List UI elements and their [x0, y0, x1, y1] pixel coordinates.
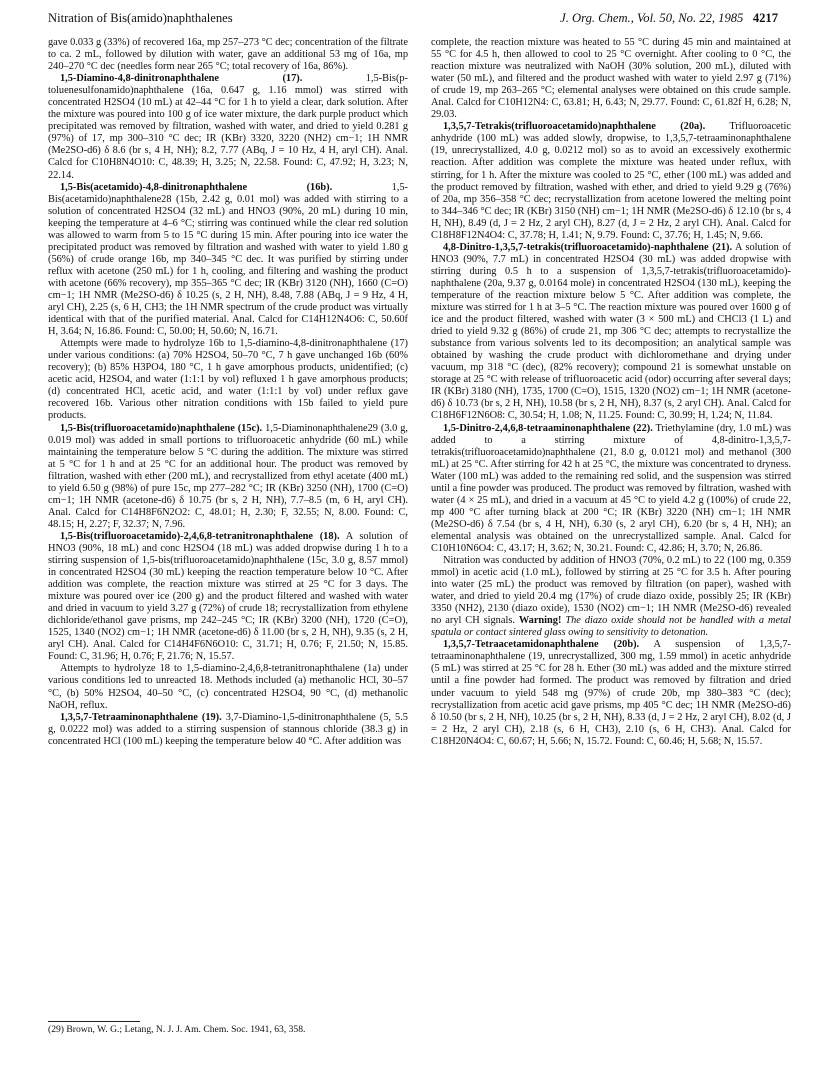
paragraph-text: A solution of HNO3 (90%, 7.7 mL) in concentrated H2SO4 (30 mL) was added dropwise with stirring during 0.5 h to a suspension of 1,3,5,7-tetrakis(trifluoroacetamido)-naphthalene (20a, 9.37 g, 0.0164 mole) in concentrated H2SO4 (130 mL), keeping the temperature of the reaction mixture below 5 °C. After addition was complete, the mixture was stirred for 1 h at 3–5 °C. The reaction mixture was poured over 1600 g of ice and the product filtered, washed with water (3 × 500 mL) and CHCl3 (1 L) and dried to yield 9.32 g (86%) of crude 21, mp 306 °C dec; attempts to recrystallize the substance from various solvents led to its decomposition; an analytical sample was obtained by washing the crude product with dichloromethane and drying under vacuum, mp 318 °C (dec), (82% recovery); compound 21 is somewhat unstable on storage at 25 °C with release of trifluoroacetic acid (odor) occurring after several days; IR (KBr) 3180 (NH), 1735, 1700 (C=O), 1515, 1320 (NO2) cm−1; 1H NMR (acetone-d6) δ 10.73 (br s, 2 H, NH), 10.58 (br s, 2 H, NH), 8.37 (s, 2 aryl CH). Anal. Calcd for C18H6F12N6O8: C, 30.54; H, 1.08; N, 11.25. Found: C, 30.99; H, 1.24; N, 11.84. [431, 241, 791, 422]
paragraph-text: A suspension of 1,3,5,7-tetraaminonaphthalene (19, unrecrystallized, 300 mg, 1.59 mmol) in acetic anhydride (5 mL) was stirred at 25 °C for 28 h. Ether (30 mL) was added and the mixture stirred until a fine powder had formed. The product was removed by filtration and dried under vacuum to yield 548 mg (97%) of crude 20b, mp 380–383 °C (dec); recrystallization from acetic acid gave prisms, mp 405 °C dec; 1H NMR (Me2SO-d6) δ 10.50 (br s, 2 H, NH), 10.25 (br s, 2 H, NH), 8.33 (d, J = 2 Hz, 2 aryl CH), 8.02 (d, J = 2 Hz, 2 aryl CH), 2.18 (s, 6 H, CH3), 2.10 (s, 6 H, CH3). Anal. Calcd for C18H20N4O4: C, 60.67; H, 5.66; N, 15.72. Found: C, 60.46; H, 5.68; N, 15.57. [431, 639, 791, 747]
paragraph [431, 121, 791, 241]
section-heading: 1,5-Dinitro-2,4,6,8-tetraaminonaphthalene (22). [443, 422, 653, 434]
paragraph-text: 1,5-Bis(p-toluenesulfonamido)naphthalene (16a, 0.647 g, 1.16 mmol) was stirred with concentrated H2SO4 (10 mL) at 42–44 °C for 1 h to yield a clear, dark solution. After the mixture was poured into 100 g of ice water mixture, the dark purple product which precipitated was removed by filtration, washed with water, and dried to yield 0.281 g (97%) of 17, mp 300–310 °C dec; IR (KBr) 3320, 3220 (NH2) cm−1; 1H NMR (Me2SO-d6) δ 8.6 (br s, 4 H, NH); 8.2, 7.77 (ABq, J = 10 Hz, 4 H, aryl CH). Anal. Calcd for C10H8N4O10: C, 48.39; H, 3.25; N, 22.58. Found: C, 47.92; H, 3.23; N, 22.14. [48, 73, 408, 181]
paragraph [48, 182, 408, 339]
warning-label: Warning! [518, 615, 562, 627]
paragraph-text: 3,7-Diamino-1,5-dinitronaphthalene (5, 5.5 g, 0.0222 mol) was added to a stirring suspension of stannous chloride (38.3 g) in concentrated HCl (100 mL) keeping the temperature below 40 °C. After addition was [48, 711, 408, 747]
section-heading: 1,5-Bis(trifluoroacetamido)-2,4,6,8-tetranitronaphthalene (18). [60, 530, 340, 542]
section-heading: 1,3,5,7-Tetraacetamidonaphthalene (20b). [443, 639, 640, 651]
footnote: (29) Brown, W. G.; Letang, N. J. J. Am. Chem. Soc. 1941, 63, 358. [48, 1024, 306, 1035]
running-title: Nitration of Bis(amido)naphthalenes [48, 11, 233, 25]
section-heading: 1,5-Bis(acetamido)-4,8-dinitronaphthalene (16b). [60, 181, 333, 193]
paragraph-text: 1,5-Diaminonaphthalene29 (3.0 g, 0.019 mol) was added in small portions to trifluoroacetic anhydride (60 mL) while maintaining the temperature below 5 °C during the addition. The mixture was stirred at 5 °C for 1 h and at 25 °C for an additional hour. The product was removed by filtration, washed with ether (200 mL), and recrystallized from ethyl acetate (400 mL) to yield 6.50 g (98%) of pure 15c, mp 277–282 °C; IR (KBr) 3250 (NH), 1700 (C=O) cm−1; 1H NMR (acetone-d6) δ 10.75 (br s, 2 H, NH), 7.7–8.5 (m, 6 H, aryl CH). Anal. Calcd for C14H8F6N2O2: C, 48.01; H, 2.30; F, 32.55; N, 8.00. Found: C, 48.15; H, 2.27; F, 32.37; N, 7.96. [48, 422, 408, 530]
right-column [431, 37, 791, 748]
page-number: 4217 [752, 11, 778, 25]
section-heading: 4,8-Dinitro-1,3,5,7-tetrakis(trifluoroacetamido)-naphthalene (21). [443, 241, 733, 253]
paragraph-text: Triethylamine (dry, 1.0 mL) was added to a stirring mixture of 4,8-dinitro-1,3,5,7-tetrakis(trifluoroacetamido)naphthalene (21, 8.0 g, 0.0121 mol) and methanol (300 mL) at 25 °C. After stirring for 42 h at 25 °C, the mixture was concentrated to dryness. Water (100 mL) was added to the remaining red solid, and the suspension was stirred until a fine powder was produced. The product was removed by filtration, washed with water (4 × 25 mL), and dried in a vacuum at 45 °C to yield 4.2 g (100%) of crude 22, mp 400 °C after turning black at 200 °C; IR (KBr) 3220 (NH) cm−1; 1H NMR (Me2SO-d6) δ 7.54 (br s, 4 H, NH), 6.30 (s, 2 aryl CH), 6.20 (br s, 4 H, NH); an elemental analysis was obtained on the unrecrystallized sample. Anal. Calcd for C10H10N6O4: C, 43.17; H, 3.62; N, 30.21. Found: C, 42.86; H, 3.70; N, 26.86. [431, 422, 791, 554]
paragraph [48, 73, 408, 181]
paragraph [48, 338, 408, 422]
warning-text: The diazo oxide should not be handled with a metal spatula or contact sintered glass owing to sensitivity to detonation. [431, 615, 792, 639]
paragraph-text: Trifluoroacetic anhydride (100 mL) was added slowly, dropwise, to 1,3,5,7-tetraaminonaphthalene (19, unrecrystallized, 4.0 g, 0.0212 mol) so as to avoid an excessively exothermic reaction. After addition was complete the mixture was heated under reflux, with stirring, for 1 h. After the mixture was cooled to 25 °C, ether (100 mL) was added and the product removed by filtration, washed with ether, and dried to yield 9.29 g (76%) of 20a, mp 356–358 °C dec; recrystallization from acetone lowered the melting point to 344–346 °C dec; IR (KBr) 3150 (NH) cm−1; 1H NMR (Me2SO-d6) δ 12.10 (br s, 4 H, NH), 8.49 (d, J = 2 Hz, 2 aryl CH), 8.27 (d, J = 2 Hz, 2 aryl CH). Anal. Calcd for C18H8F12N4O4: C, 37.78; H, 1.41; N, 9.79. Found: C, 37.76; H, 1.45; N, 9.66. [431, 121, 791, 241]
paragraph [431, 423, 791, 556]
footnote-divider [48, 1021, 140, 1022]
section-heading: 1,5-Bis(trifluoroacetamido)naphthalene (15c). [60, 422, 263, 434]
paragraph [48, 531, 408, 664]
paragraph [431, 37, 791, 121]
paragraph [431, 242, 791, 423]
section-heading: 1,5-Diamino-4,8-dinitronaphthalene (17). [60, 73, 303, 85]
section-heading: 1,3,5,7-Tetraaminonaphthalene (19). [60, 711, 222, 723]
paragraph-text: gave 0.033 g (33%) of recovered 16a, mp 257–273 °C dec; concentration of the filtrate to ca. 2 mL, followed by dilution with water, gave an additional 53 mg of 16a, mp 240–270 °C dec (needles form near 265 °C; total recovery of 16a, 86%). [48, 37, 408, 73]
paragraph-text: Nitration was conducted by addition of HNO3 (70%, 0.2 mL) to 22 (100 mg, 0.359 mmol) in acetic acid (1.0 mL), followed by stirring at 25 °C for 3.5 h. After pouring into water (25 mL) the product was removed by filtration (on paper), washed with water, and dried to yield 20.4 mg (17%) of crude diazo oxide, possibly 25; IR (KBr) 3350 (NH2), 2130 (diazo oxide), 1530 (NO2) cm−1; 1H NMR (Me2SO-d6) revealed no aryl CH signals. [431, 555, 791, 627]
journal-name: J. Org. Chem., Vol. 50, No. 22, 1985 [560, 11, 744, 25]
paragraph-text: Attempts to hydrolyze 18 to 1,5-diamino-2,4,6,8-tetranitronaphthalene (1a) under various conditions led to unreacted 18. Methods included (a) methanolic HCl, 30–57 °C, (b) 50% H2SO4, 40–50 °C, (c) concentrated H2SO4, 90 °C, (d) methanolic NaOH, reflux. [48, 663, 408, 711]
paragraph-text: Attempts were made to hydrolyze 16b to 1,5-diamino-4,8-dinitronaphthalene (17) under various conditions: (a) 70% H2SO4, 50–70 °C, 7 h gave unchanged 16b (60% recovery); (b) 85% H3PO4, 180 °C, 1 h gave amorphous products, unidentified; (c) acetic acid, H2SO4, and water (1:1:1 by vol) refluxed 1 h gave amorphous products; (d) concentrated HCl, acetic acid, and water (1:1:1 by vol) under reflux gave recovered 16b. Various other nitration conditions with 15b failed to yield pure products. [48, 338, 408, 422]
page-header [48, 8, 778, 28]
paragraph-text: complete, the reaction mixture was heated to 55 °C during 45 min and maintained at 55 °C for 4.5 h, then allowed to cool to 25 °C overnight. After cooling to 0 °C, the reaction mixture was neutralized with NaOH (30% solution, 200 mL), diluted with water (50 mL), and filtered and the product washed with water to yield 2.97 g (71%) of crude 19, mp 263–265 °C; elemental analyses were obtained on this crude sample. Anal. Calcd for C10H12N4: C, 63.81; H, 6.43; N, 29.77. Found: C, 61.82f H, 6.28; N, 29.03. [431, 37, 791, 121]
paragraph [48, 37, 408, 73]
journal-citation [560, 8, 778, 28]
paragraph [431, 639, 791, 747]
paragraph [48, 423, 408, 531]
paragraph [48, 712, 408, 748]
section-heading: 1,3,5,7-Tetrakis(trifluoroacetamido)naphthalene (20a). [443, 121, 706, 133]
paragraph [48, 663, 408, 711]
paragraph [431, 555, 791, 639]
paragraph-text: A solution of HNO3 (90%, 18 mL) and conc H2SO4 (18 mL) was added dropwise during 1 h to a stirring suspension of 1,5-bis(trifluoroacetamido)naphthalene (15c, 3.0 g, 8.57 mmol) in concentrated H2SO4 (30 mL) keeping the reaction temperature below 10 °C. After addition was complete, the reaction mixture was stirred at 25 °C for 3 days. The mixture was poured over ice (200 g) and the product filtered and washed with water and dried in vacuum to yield 3.27 g (72%) of crude 18; recrystallization from ethylene dichloride/ethanol gave prisms, mp 242–245 °C; IR (KBr) 3200 (NH), 1720 (C=O), 1525, 1340 (NO2) cm−1; 1H NMR (acetone-d6) δ 11.00 (br s, 2 H, NH), 9.35 (s, 2 H, aryl CH). Anal. Calcd for C14H4F6N6O10: C, 31.71; H, 0.76; F, 21.50; N, 15.85. Found: C, 31.96; H, 0.76; F, 21.76; N, 15.57. [48, 530, 408, 663]
paragraph-text: 1,5-Bis(acetamido)naphthalene28 (15b, 2.42 g, 0.01 mol) was added with stirring to a solution of concentrated H2SO4 (32 mL) and HNO3 (90%, 20 mL) during 10 min, keeping the temperature at 4–6 °C; stirring was continued while the clear red solution was allowed to warm from 5 to 15 °C during 15 min. After pouring into ice water the precipitated product was removed by filtration and washed with water to yield 1.80 g (56%) of crude orange 16b, mp 340–345 °C dec. It was purified by stirring under reflux with acetone (250 mL) for 1 h, cooling, and filtering and washing the product with acetone (66% recovery), mp 355–365 °C dec; IR (KBr) 3120 (NH), 1660 (C=O) cm−1; 1H NMR (Me2SO-d6) δ 10.25 (s, 2 H, NH), 8.48, 7.88 (ABq, J = 9 Hz, 4 H, aryl CH), 2.25 (s, 6 H, CH3; the 1H NMR spectrum of the crude product was virtually identical with that of the purified material. Anal. Calcd for C14H12N4O6: C, 50.60f H, 3.64; N, 16.86. Found: C, 50.00; H, 50.60; N, 16.71. [48, 181, 408, 338]
left-column [48, 37, 408, 748]
